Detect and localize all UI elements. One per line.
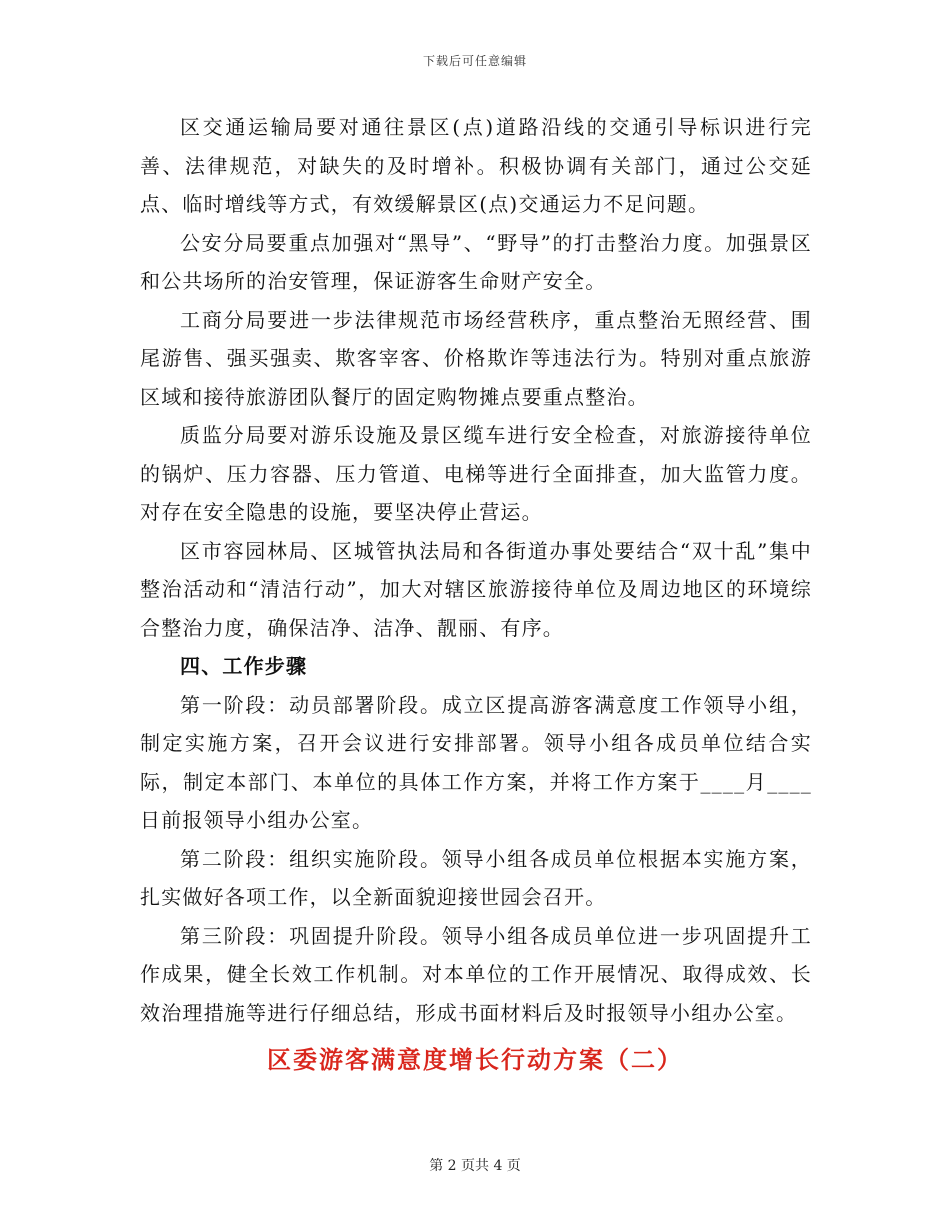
paragraph-industry-commerce: 工商分局要进一步法律规范市场经营秩序，重点整治无照经营、围尾游售、强买强卖、欺客宰客、价格欺诈等违法行为。特别对重点旅游区域和接待旅游团队餐厅的固定购物摊点要重点整治。 (140, 307, 812, 409)
paragraph-public-security: 公安分局要重点加强对“黑导”、“野导”的打击整治力度。加强景区和公共场所的治安管理，保证游客生命财产安全。 (140, 230, 812, 293)
next-document-title: 区委游客满意度增长行动方案（二） (267, 1045, 683, 1074)
document-body (140, 108, 812, 1032)
step-one-paragraph: 第一阶段：动员部署阶段。成立区提高游客满意度工作领导小组，制定实施方案，召开会议进行安排部署。领导小组各成员单位结合实际，制定本部门、本单位的具体工作方案，并将工作方案于____月____日前报领导小组办公室。 (140, 692, 812, 832)
paragraph-transport: 区交通运输局要对通往景区(点)道路沿线的交通引导标识进行完善、法律规范，对缺失的及时增补。积极协调有关部门，通过公交延点、临时增线等方式，有效缓解景区(点)交通运力不足问题。 (140, 115, 812, 216)
page-number: 第 2 页共 4 页 (429, 1158, 521, 1174)
section-heading: 四、工作步骤 (180, 654, 308, 678)
step-two-paragraph: 第二阶段：组织实施阶段。领导小组各成员单位根据本实施方案，扎实做好各项工作，以全新面貌迎接世园会召开。 (140, 846, 812, 909)
page-header: 下载后可任意编辑 (422, 54, 527, 68)
paragraph-quality-supervision: 质监分局要对游乐设施及景区缆车进行安全检查，对旅游接待单位的锅炉、压力容器、压力管道、电梯等进行全面排查，加大监管力度。对存在安全隐患的设施，要坚决停止营运。 (140, 423, 812, 524)
step-three-paragraph: 第三阶段：巩固提升阶段。领导小组各成员单位进一步巩固提升工作成果，健全长效工作机制。对本单位的工作开展情况、取得成效、长效治理措施等进行仔细总结，形成书面材料后及时报领导小组办公室。 (140, 923, 812, 1025)
paragraph-city-appearance: 区市容园林局、区城管执法局和各街道办事处要结合“双十乱”集中整治活动和“清洁行动”，加大对辖区旅游接待单位及周边地区的环境综合整治力度，确保洁净、洁净、靓丽、有序。 (140, 538, 812, 640)
